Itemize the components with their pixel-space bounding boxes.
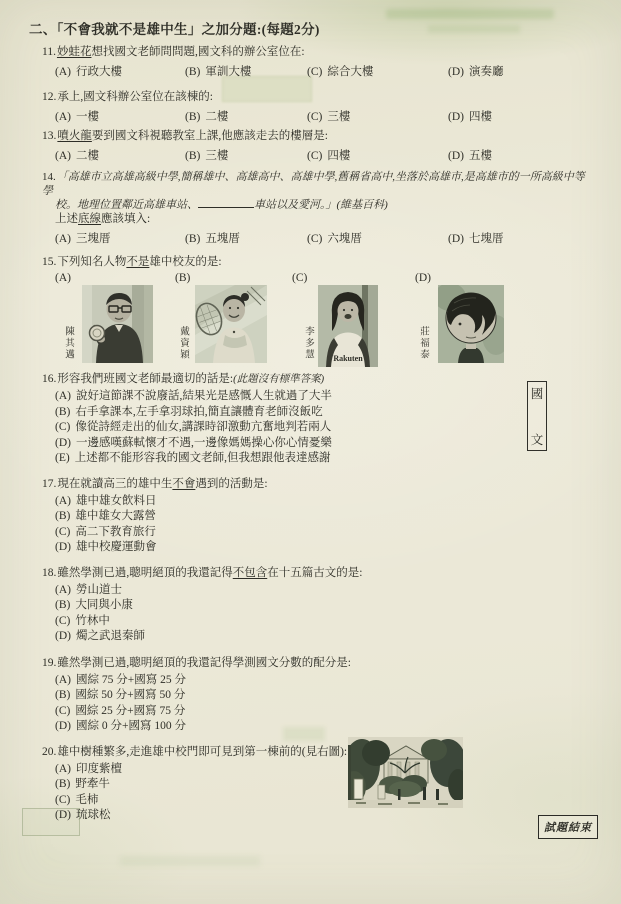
option-text: 國綜 75 分+國寫 25 分 [75, 673, 186, 686]
question-15 [42, 255, 590, 369]
bleed-through-smudge [120, 856, 260, 866]
option-text: 國綜 25 分+國寫 75 分 [75, 704, 186, 717]
option-a [55, 583, 590, 599]
option-text: 五樓 [468, 150, 492, 162]
question-20 [42, 745, 590, 824]
question-text-post: 遇到的活動是: [195, 477, 268, 490]
person-name-a: 陳其邁 [63, 326, 73, 361]
jersey-text: Rakuten [333, 354, 363, 363]
option-b [55, 777, 590, 793]
photo-option-a-man-with-medal [82, 285, 153, 363]
option-label: (B) [185, 150, 201, 162]
option-label: (C) [55, 704, 71, 717]
option-d [55, 540, 590, 556]
option-text: 二樓 [75, 150, 99, 162]
underlined-term: 不是 [126, 256, 150, 268]
subject-char-top: 國 [530, 387, 544, 401]
option-text: 竹林中 [75, 614, 110, 627]
bleed-through-smudge [386, 9, 554, 19]
option-label: (C) [307, 150, 323, 162]
option-d [448, 65, 590, 80]
option-text: 三塊厝 [75, 233, 111, 245]
exam-end-label: 試題結束 [544, 822, 592, 834]
option-d [55, 719, 590, 735]
question-text-post: 雄中校友的是: [149, 256, 222, 268]
option-a [55, 389, 590, 405]
option-text: 燭之武退秦師 [75, 630, 145, 642]
option-label: (B) [55, 510, 71, 522]
question-number: 13. [42, 130, 57, 142]
option-label: (A) [55, 762, 71, 775]
option-label: (B) [55, 599, 71, 611]
option-text: 毛柿 [75, 793, 99, 806]
question-19 [42, 656, 590, 735]
campus-gate-illustration [348, 737, 463, 808]
question-text-pre: 下列知名人物 [57, 256, 127, 268]
question-16-options [55, 389, 590, 467]
option-a [55, 65, 185, 80]
portrait-illustration [82, 285, 153, 363]
option-text: 國綜 50 分+國寫 50 分 [75, 689, 186, 701]
option-a [55, 232, 185, 247]
option-label: (A) [55, 494, 71, 507]
question-16-line [42, 372, 590, 387]
photo-option-b-badminton-player [195, 285, 267, 363]
option-label: (D) [55, 720, 71, 732]
choice-letter-d: (D) [415, 272, 431, 284]
option-a [55, 762, 590, 778]
option-text: 三樓 [327, 111, 351, 123]
option-label: (C) [55, 421, 71, 433]
option-label: (D) [55, 541, 71, 553]
question-13 [42, 129, 590, 164]
option-a [55, 149, 185, 164]
person-name-b: 戴資穎 [178, 326, 188, 361]
option-label: (D) [55, 809, 71, 821]
option-text: 二樓 [205, 111, 229, 123]
option-text: 雄中雄女大露營 [75, 510, 156, 522]
question-11-options [55, 65, 590, 80]
option-a [55, 110, 185, 125]
fill-in-blank [198, 198, 254, 208]
option-c [307, 65, 448, 80]
question-text: 想找國文老師問問題,國文科的辦公室位在: [91, 46, 305, 58]
option-label: (B) [55, 405, 71, 418]
question-14-options [55, 232, 590, 247]
question-19-line [42, 656, 590, 671]
option-d [448, 149, 590, 164]
campus-gate-photo [348, 737, 463, 808]
option-text: 綜合大樓 [327, 66, 374, 78]
option-label: (D) [448, 111, 464, 123]
option-d [55, 808, 590, 824]
question-14-prompt [42, 212, 590, 227]
question-text: 形容我們班國文老師最適切的話是: [57, 373, 234, 385]
option-e [55, 451, 590, 467]
option-text: 勞山道士 [75, 583, 122, 596]
person-name-c: 李多慧 [303, 326, 313, 361]
option-text: 說好這節課不說廢話,結果光是感慨人生就過了大半 [75, 390, 332, 402]
underlined-term: 噴火龍 [57, 130, 92, 142]
section-title: 二、「不會我就不是雄中生」之加分題:(每題2分) [29, 22, 320, 37]
option-text: 三樓 [205, 150, 229, 162]
portrait-illustration [318, 285, 378, 367]
choice-letter-c: (C) [292, 272, 308, 284]
prompt-pre: 上述 [55, 213, 78, 225]
option-label: (D) [55, 436, 71, 449]
option-c [307, 232, 448, 247]
question-text-pre: 現在就讀高三的雄中生 [57, 477, 173, 490]
question-number: 16. [42, 373, 57, 385]
question-text-pre: 雖然學測已過,聰明絕頂的我還記得 [57, 566, 233, 579]
option-b [55, 688, 590, 704]
question-11 [42, 45, 590, 80]
option-text: 高二下教育旅行 [75, 525, 156, 538]
option-d [448, 232, 590, 247]
question-note: (此題沒有標準答案) [233, 374, 325, 385]
question-12-line [42, 90, 590, 105]
option-label: (E) [55, 452, 70, 464]
question-number: 11. [42, 46, 56, 58]
option-label: (D) [55, 630, 71, 642]
question-number: 12. [42, 91, 57, 103]
option-label: (B) [185, 111, 201, 123]
option-label: (C) [307, 111, 323, 123]
option-text: 四樓 [327, 150, 351, 162]
prompt-post: 應該填入: [101, 213, 151, 225]
photo-option-d-cartoon-avatar [438, 285, 504, 363]
option-text: 七塊厝 [468, 233, 504, 245]
option-c [55, 420, 590, 436]
option-text: 六塊厝 [327, 233, 362, 245]
option-c [55, 525, 590, 541]
question-17 [42, 477, 590, 556]
option-text: 國綜 0 分+國寫 100 分 [75, 720, 186, 732]
option-text: 野牽牛 [75, 778, 110, 790]
celebrity-photo-strip [42, 270, 590, 369]
question-number: 19. [42, 656, 57, 669]
question-17-options [55, 494, 590, 556]
exam-content [29, 22, 590, 824]
option-a [55, 673, 590, 689]
question-18 [42, 566, 590, 645]
question-11-line [42, 45, 590, 60]
option-label: (D) [448, 150, 464, 162]
underlined-term: 妙蛙花 [56, 46, 92, 58]
option-b [55, 509, 590, 525]
option-b [55, 598, 590, 614]
option-text: 雄中雄女飲料日 [75, 494, 157, 507]
option-label: (B) [55, 778, 71, 790]
option-d [55, 436, 590, 452]
option-c [55, 614, 590, 630]
option-text: 五塊厝 [205, 233, 240, 245]
option-b [185, 65, 307, 80]
exam-end-box [538, 815, 598, 839]
option-text: 像從詩經走出的仙女,講課時卻激動亢奮地判若兩人 [75, 421, 332, 433]
question-16 [42, 372, 590, 467]
option-text: 演奏廳 [468, 66, 504, 78]
question-text-post: 在十五篇古文的是: [267, 566, 363, 579]
question-text: 承上,國文科辦公室位在該棟的: [57, 91, 213, 103]
question-13-line [42, 129, 590, 144]
option-label: (C) [307, 66, 323, 78]
option-label: (C) [307, 233, 323, 245]
question-13-options [55, 149, 590, 164]
question-number: 17. [42, 477, 57, 490]
option-text: 印度紫檀 [75, 762, 122, 775]
question-14 [42, 170, 590, 247]
option-label: (A) [55, 66, 71, 78]
wiki-quote [42, 170, 590, 212]
option-label: (B) [185, 66, 201, 78]
question-text: 雄中樹種繁多,走進雄中校門即可見到第一棟前的(見右圖): [57, 745, 348, 758]
choice-letter-a: (A) [55, 272, 71, 284]
option-text: 軍訓大樓 [205, 66, 252, 78]
subject-char-bottom: 文 [530, 433, 544, 447]
option-b [55, 405, 590, 421]
subject-label-box [527, 381, 547, 451]
question-17-line [42, 477, 590, 492]
quote-line-1: 「高雄市立高雄高級中學,簡稱雄中、高雄高中、高雄中學,舊稱省高中,坐落於高雄市,是高雄市的一所高級中等學 [42, 171, 585, 197]
quote-line-2-pre: 校。地理位置鄰近高雄車站、 [55, 199, 198, 211]
option-c [55, 793, 590, 809]
question-number: 14. [42, 171, 56, 183]
question-18-line [42, 566, 590, 581]
option-c [307, 149, 448, 164]
option-label: (B) [55, 689, 71, 701]
question-12-options [55, 110, 590, 125]
option-text: 一樓 [75, 111, 99, 123]
option-label: (A) [55, 390, 71, 402]
option-text: 琉球松 [75, 809, 111, 821]
option-b [185, 149, 307, 164]
option-label: (C) [55, 793, 71, 806]
option-label: (A) [55, 111, 71, 123]
option-label: (A) [55, 233, 71, 245]
option-text: 大同與小康 [75, 599, 133, 611]
underlined-term: 底線 [78, 213, 101, 225]
question-19-options [55, 673, 590, 735]
question-12 [42, 90, 590, 125]
question-text: 要到國文科視聽教室上課,他應該走去的樓層是: [91, 130, 328, 142]
question-20-line [42, 745, 590, 760]
photo-option-c-cheerleader [318, 285, 378, 367]
question-number: 15. [42, 256, 57, 268]
option-c [307, 110, 448, 125]
portrait-illustration [195, 285, 267, 363]
underlined-term: 不包含 [232, 566, 268, 579]
option-label: (D) [448, 66, 464, 78]
option-text: 四樓 [468, 111, 492, 123]
option-d [55, 629, 590, 645]
question-number: 18. [42, 566, 57, 579]
option-label: (C) [55, 525, 71, 538]
option-label: (D) [448, 233, 464, 245]
question-number: 20. [42, 745, 57, 758]
portrait-illustration [438, 285, 504, 363]
option-a [55, 494, 590, 510]
question-20-options [55, 762, 590, 824]
option-text: 右手拿課本,左手拿羽球拍,簡直讓體育老師沒飯吃 [75, 405, 323, 418]
option-text: 行政大樓 [75, 66, 122, 78]
option-label: (A) [55, 150, 71, 162]
person-name-d: 莊福泰 [418, 326, 428, 361]
option-label: (C) [55, 614, 71, 627]
option-b [185, 232, 307, 247]
option-b [185, 110, 307, 125]
option-text: 一邊感嘆蘇軾懷才不遇,一邊像媽媽操心你心情憂樂 [75, 436, 332, 449]
choice-letter-b: (B) [175, 272, 191, 284]
underlined-term: 不會 [172, 477, 196, 490]
question-text: 雖然學測已過,聰明絕頂的我還記得學測國文分數的配分是: [57, 656, 351, 669]
option-c [55, 704, 590, 720]
quote-line-2-post: 車站以及愛河。」(維基百科) [254, 199, 388, 211]
option-label: (A) [55, 673, 71, 686]
option-d [448, 110, 590, 125]
question-18-options [55, 583, 590, 645]
option-label: (A) [55, 583, 71, 596]
question-15-line [42, 255, 590, 270]
option-label: (B) [185, 233, 201, 245]
option-text: 雄中校慶運動會 [75, 541, 157, 553]
option-text: 上述都不能形容我的國文老師,但我想跟他表達感謝 [74, 452, 331, 464]
